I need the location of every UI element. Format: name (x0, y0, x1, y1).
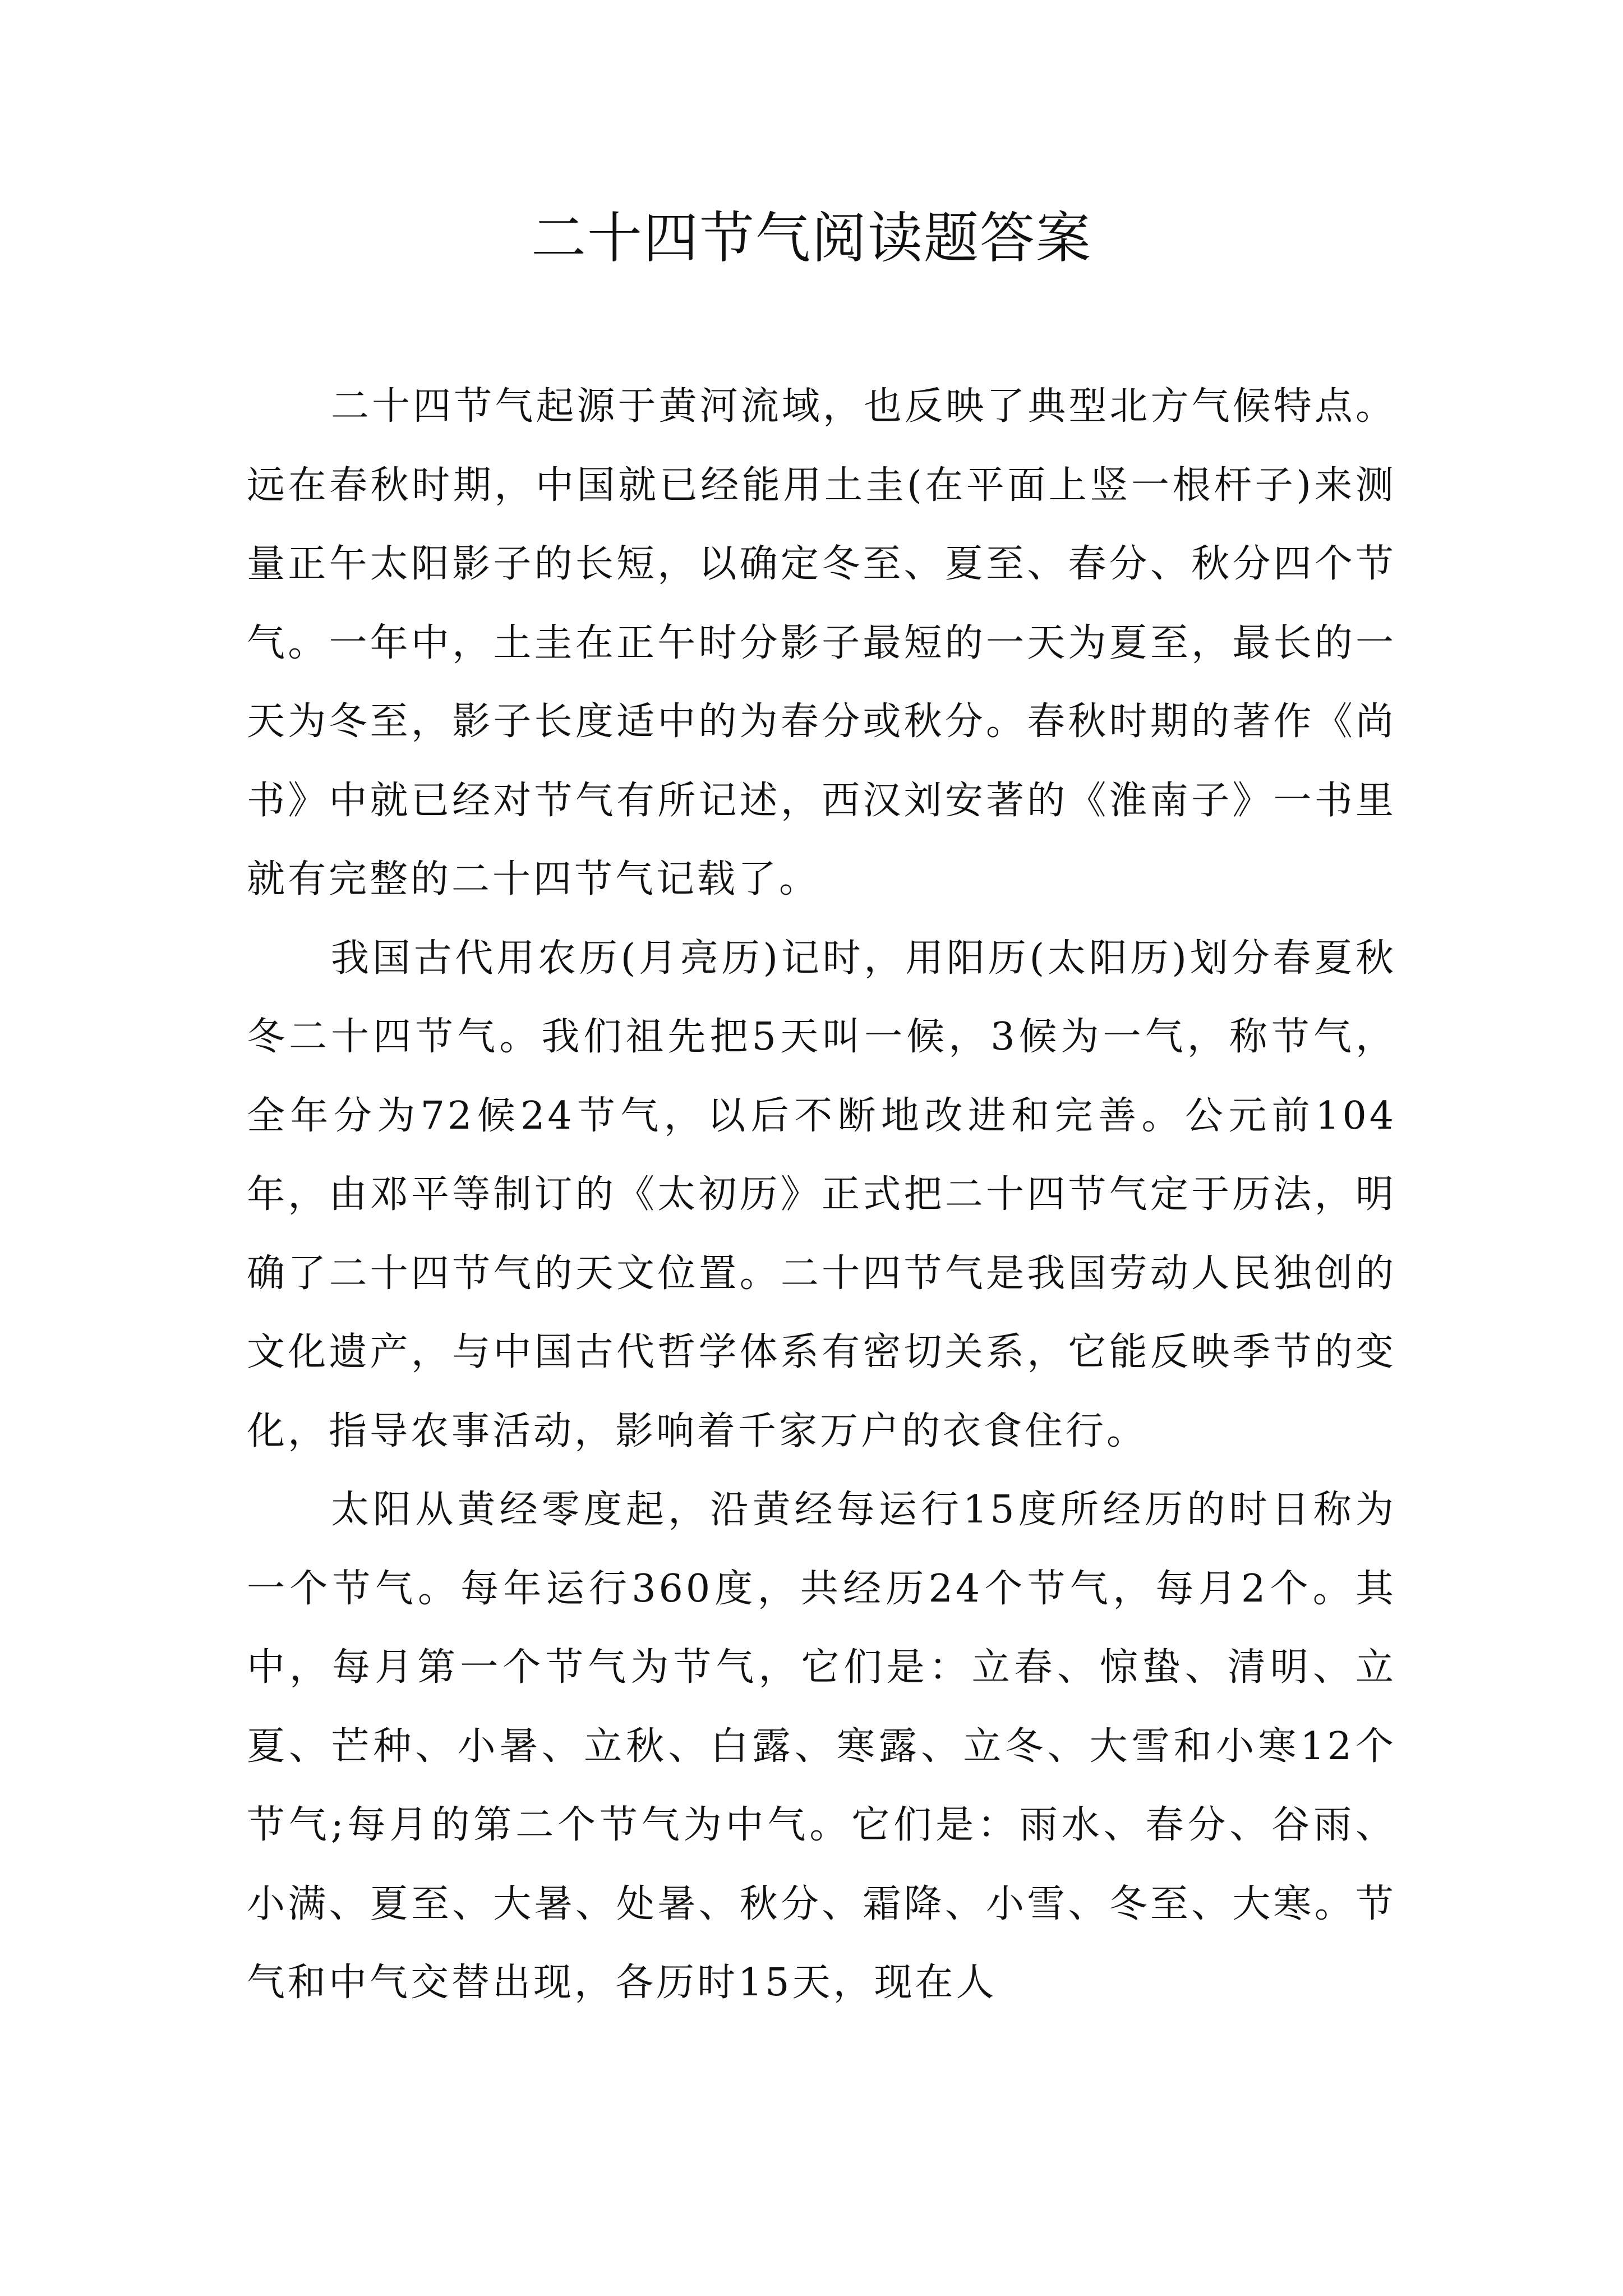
paragraph-origin: 二十四节气起源于黄河流域，也反映了典型北方气候特点。远在春秋时期，中国就已经能用土圭(在平面上竖一根杆子)来测量正午太阳影子的长短，以确定冬至、夏至、春分、秋分四个节气。一年中，土圭在正午时分影子最短的一天为夏至，最长的一天为冬至，影子长度适中的为春分或秋分。春秋时期的著作《尚书》中就已经对节气有所记述，西汉刘安著的《淮南子》一书里就有完整的二十四节气记载了。 (247, 384, 1396, 901)
document-title: 二十四节气阅读题答案 (531, 206, 1092, 270)
document-body (247, 367, 1396, 2023)
paragraph-solar-terms: 太阳从黄经零度起，沿黄经每运行15度所经历的时日称为一个节气。每年运行360度，共经历24个节气，每月2个。其中，每月第一个节气为节气，它们是：立春、惊蛰、清明、立夏、芒种、小暑、立秋、白露、寒露、立冬、大雪和小寒12个节气;每月的第二个节气为中气。它们是：雨水、春分、谷雨、小满、夏至、大暑、处暑、秋分、霜降、小雪、冬至、大寒。节气和中气交替出现，各历时15天，现在人 (247, 1488, 1396, 2005)
paragraph-calendar: 我国古代用农历(月亮历)记时，用阳历(太阳历)划分春夏秋冬二十四节气。我们祖先把5天叫一候，3候为一气，称节气，全年分为72候24节气，以后不断地改进和完善。公元前104年，由邓平等制订的《太初历》正式把二十四节气定于历法，明确了二十四节气的天文位置。二十四节气是我国劳动人民独创的文化遗产，与中国古代哲学体系有密切关系，它能反映季节的变化，指导农事活动，影响着千家万户的衣食住行。 (247, 936, 1396, 1453)
